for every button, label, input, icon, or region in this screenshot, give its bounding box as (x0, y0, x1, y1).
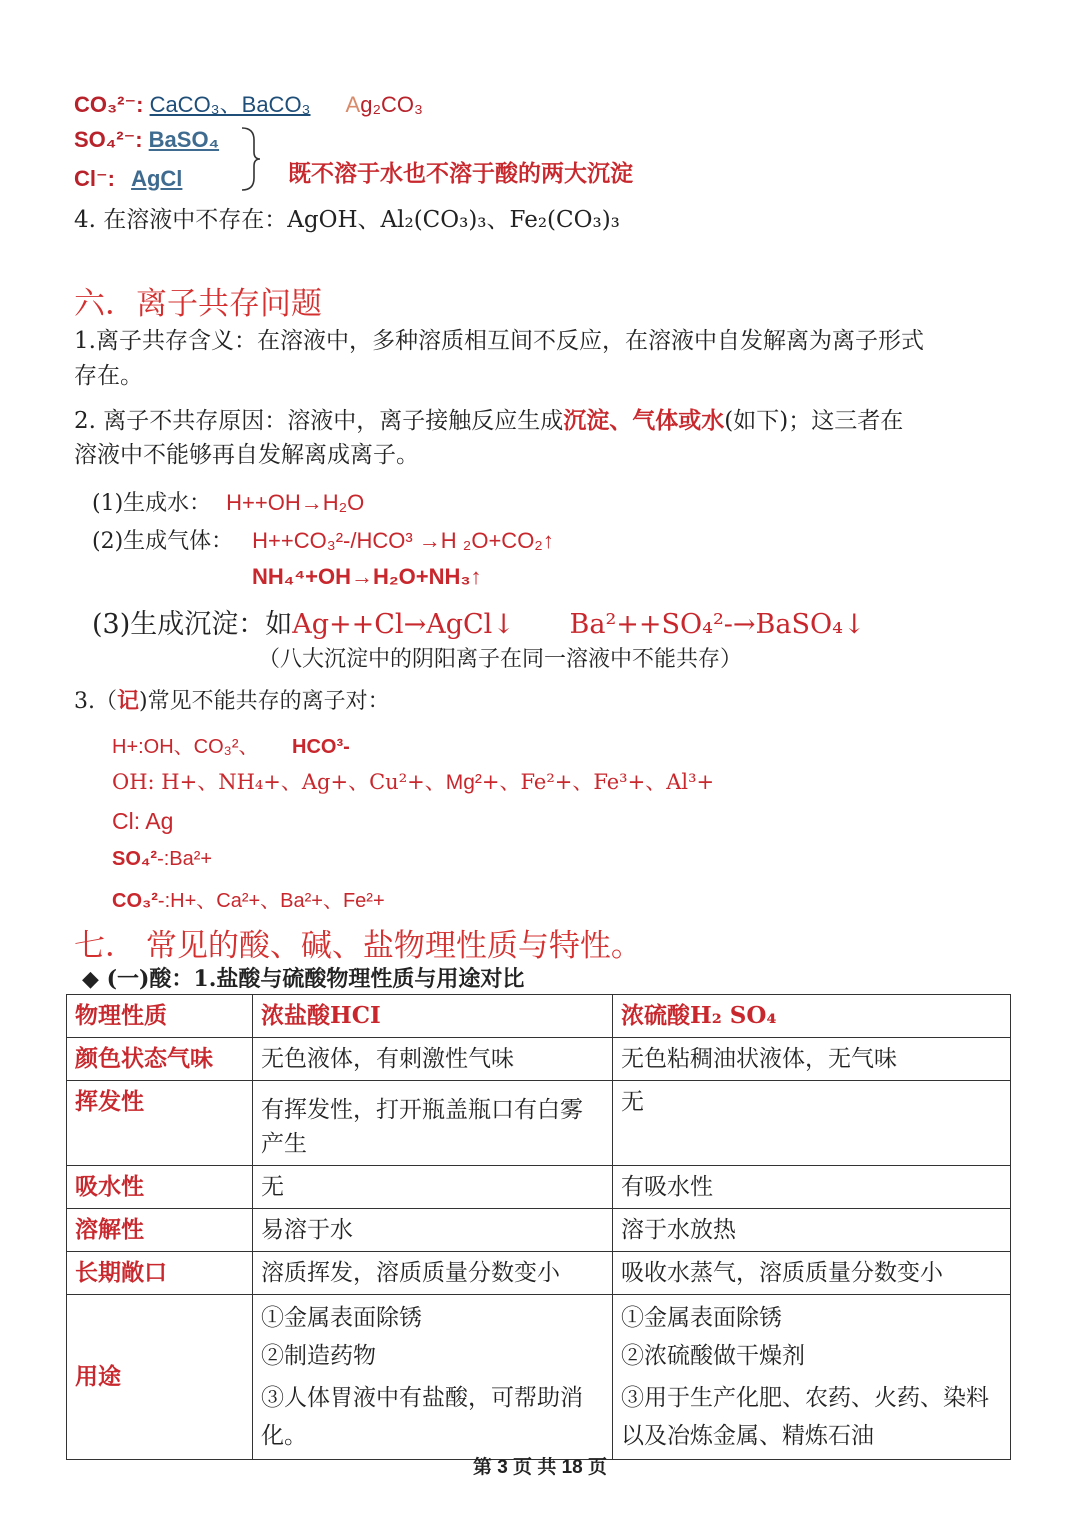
ag2co3-prefix: A (345, 92, 361, 117)
use-item: ②制造药物 (261, 1343, 376, 1369)
pair-h (112, 730, 350, 759)
water-label: (1)生成水： (92, 491, 212, 516)
row-label: 溶解性 (67, 1209, 253, 1252)
cell-hcl: 有挥发性，打开瓶盖瓶口有白雾产生 (253, 1081, 613, 1166)
cl-item: AgCl (131, 166, 183, 191)
page-footer: 第 3 页 共 18 页 (472, 1457, 608, 1478)
cell-h2so4: 吸收水蒸气，溶质质量分数变小 (613, 1252, 1011, 1295)
ag2co3-rest: g₂CO₃ (360, 92, 423, 117)
pair-so4 (112, 848, 212, 871)
water-line (92, 486, 364, 517)
pair-so4-a: SO₄² (112, 848, 158, 870)
brace-note: 既不溶于水也不溶于酸的两大沉淀 (288, 160, 633, 187)
table-row (67, 1252, 1011, 1295)
noncoexist-reason-line1 (74, 403, 903, 439)
section6-title (74, 278, 322, 323)
table-row-uses (67, 1295, 1011, 1460)
right-brace-icon (240, 126, 262, 192)
ppt-label: (3)生成沉淀：如 (92, 609, 293, 640)
row-label: 颜色状态气味 (67, 1038, 253, 1081)
cell-h2so4: 溶于水放热 (613, 1209, 1011, 1252)
ppt-note: （八大沉淀中的阴阳离子在同一溶液中不能共存） (258, 647, 743, 672)
cell-hcl-uses (253, 1295, 613, 1460)
pair-co3-b: -:H+、Ca²+、Ba²+、Fe²+ (157, 890, 385, 912)
pair-h-b: HCO³- (292, 736, 350, 758)
so4-item: BaSO₄ (148, 127, 220, 152)
table-row (67, 1081, 1011, 1166)
use-item: ①金属表面除锈 (621, 1305, 782, 1331)
cell-hcl: 无色液体，有刺激性气味 (253, 1038, 613, 1081)
not-exist-line: 4. 在溶液中不存在：AgOH、Al₂(CO₃)₃、Fe₂(CO₃)₃ (74, 207, 620, 233)
co3-label: CO₃²⁻: (74, 92, 144, 117)
gas-label: (2)生成气体： (92, 529, 234, 554)
pair-oh-a: OH: H+、NH₄+、Ag+、Cu²+、 (112, 770, 446, 794)
reason-post: (如下)；这三者在 (724, 408, 904, 434)
pair-oh-b: Mg² (445, 771, 482, 794)
coexist-def-line2: 存在。 (74, 363, 143, 389)
pair-co3-a: CO₃² (112, 890, 158, 912)
table-header-row (67, 995, 1011, 1038)
cell-h2so4-uses (613, 1295, 1011, 1460)
row-label: 长期敞口 (67, 1252, 253, 1295)
ppt-equation-1: Ag++Cl→AgCl↓ (292, 609, 515, 640)
diamond-bullet-icon: ◆ (82, 967, 99, 992)
table-row (67, 1209, 1011, 1252)
gas-equation-2: NH₄⁴+OH→H₂O+NH₃↑ (252, 564, 482, 589)
row-label: 吸水性 (67, 1166, 253, 1209)
table-row (67, 1038, 1011, 1081)
cell-h2so4: 无 (613, 1081, 1011, 1166)
use-item: ②浓硫酸做干燥剂 (621, 1343, 805, 1369)
pairs-pre: 3.（ (74, 689, 117, 714)
pairs-post: )常见不能共存的离子对： (139, 689, 390, 714)
section7-heading: 七． 常见的酸、碱、盐物理性质与特性。 (74, 928, 642, 964)
acid-comparison-table (66, 994, 1011, 1460)
row-label: 挥发性 (67, 1081, 253, 1166)
use-item: ①金属表面除锈 (261, 1305, 422, 1331)
cell-h2so4: 有吸水性 (613, 1166, 1011, 1209)
pair-co3 (112, 884, 385, 913)
cl-line (74, 166, 182, 192)
table-row (67, 1166, 1011, 1209)
pairs-remember: 记 (117, 688, 140, 714)
pair-h-a: H+:OH、CO₃²、 (112, 736, 259, 758)
pair-cl: Cl: Ag (112, 808, 174, 834)
ppt-equation-2: Ba²++SO₄²-→BaSO₄↓ (569, 609, 866, 640)
use-item: ③人体胃液中有盐酸，可帮助消化。 (261, 1385, 583, 1449)
reason-highlight: 沉淀、气体或水 (563, 407, 725, 434)
water-equation: H++OH→H₂O (226, 490, 365, 515)
reason-pre: 2. 离子不共存原因：溶液中，离子接触反应生成 (74, 408, 564, 434)
pair-oh-c: +、Fe²+、Fe³+、Al³+ (481, 770, 715, 794)
co3-line (74, 88, 423, 119)
so4-label: SO₄²⁻: (74, 127, 143, 152)
cell-hcl: 易溶于水 (253, 1209, 613, 1252)
gas-line (92, 524, 554, 555)
cl-label: Cl⁻: (74, 166, 115, 191)
cell-hcl: 溶质挥发，溶质质量分数变小 (253, 1252, 613, 1295)
cell-hcl: 无 (253, 1166, 613, 1209)
header-hcl: 浓盐酸HCI (253, 995, 613, 1038)
acid-subtitle-text: (一)酸：1.盐酸与硫酸物理性质与用途对比 (106, 966, 525, 992)
so4-line (74, 127, 219, 153)
pairs-heading (74, 684, 390, 719)
section7-title (74, 920, 642, 965)
cell-h2so4: 无色粘稠油状液体，无气味 (613, 1038, 1011, 1081)
coexist-def-line1: 1.离子共存含义：在溶液中，多种溶质相互间不反应，在溶液中自发解离为离子形式 (74, 328, 924, 354)
gas-equation-1: H++CO₃²-/HCO³ →H ₂O+CO₂↑ (252, 528, 554, 553)
noncoexist-reason-line2: 溶液中不能够再自发解离成离子。 (74, 442, 419, 468)
precipitate-line (92, 602, 866, 641)
section6-heading: 六．离子共存问题 (74, 286, 322, 322)
acid-subtitle (82, 962, 524, 993)
use-item: ③用于生产化肥、农药、火药、染料以及冶炼金属、精炼石油 (621, 1385, 989, 1449)
row-label-uses: 用途 (67, 1295, 253, 1460)
header-h2so4: 浓硫酸H₂ SO₄ (613, 995, 1011, 1038)
pair-so4-b: -:Ba²+ (157, 848, 213, 870)
co3-items: CaCO₃、BaCO₃ (149, 92, 311, 117)
header-property: 物理性质 (67, 995, 253, 1038)
pair-oh (112, 766, 714, 796)
